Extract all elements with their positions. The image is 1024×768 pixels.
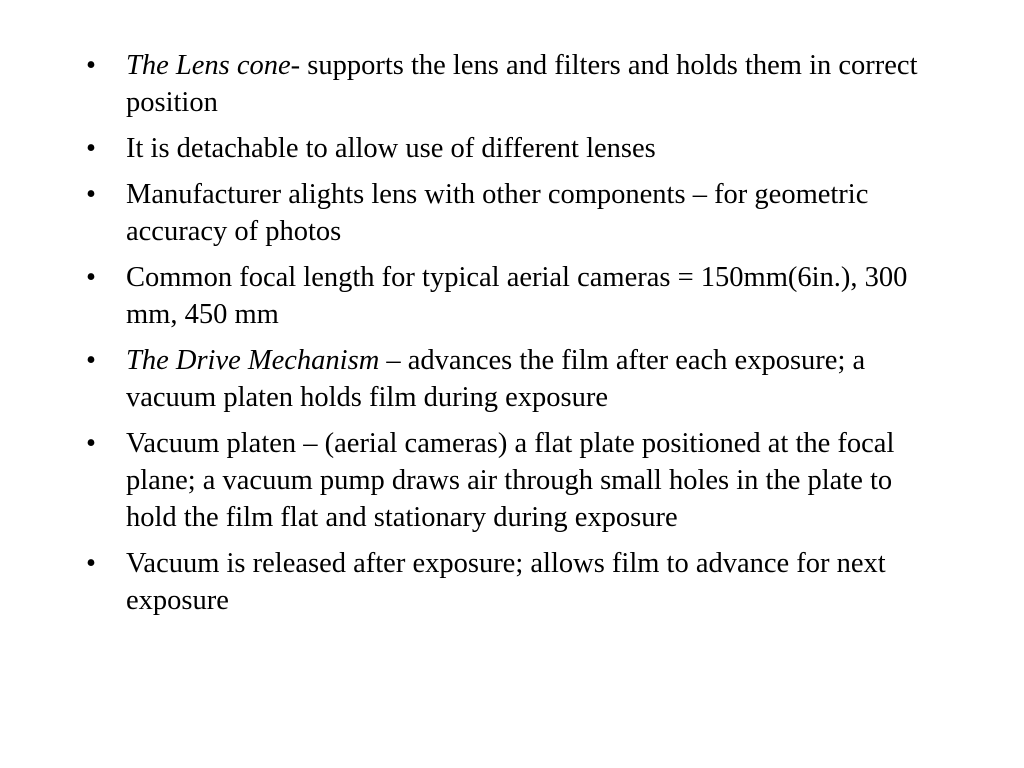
bullet-icon: • (86, 428, 96, 459)
bullet-text: – advances the film after each exposure; a vacuum platen holds film during exposure (126, 345, 866, 413)
bullet-text: Manufacturer alights lens with other components – for geometric accuracy of photos (126, 179, 869, 247)
bullet-text: Vacuum is released after exposure; allows film to advance for next exposure (126, 548, 886, 616)
bullet-item-drive-mechanism (86, 342, 946, 416)
bullet-item-vacuum-platen (86, 425, 946, 536)
bullet-list (86, 47, 946, 628)
bullet-item-focal-length (86, 259, 946, 333)
bullet-item-lens-cone (86, 47, 946, 121)
bullet-item-detachable (86, 130, 946, 167)
bullet-icon: • (86, 133, 96, 164)
bullet-item-vacuum-released (86, 545, 946, 619)
bullet-icon: • (86, 50, 96, 81)
bullet-icon: • (86, 179, 96, 210)
bullet-lead-text: The Lens cone (126, 50, 291, 81)
bullet-text: - supports the lens and filters and holds them in correct position (126, 50, 918, 118)
bullet-icon: • (86, 548, 96, 579)
bullet-lead-text: The Drive Mechanism (126, 345, 380, 376)
bullet-text: It is detachable to allow use of different lenses (126, 133, 656, 164)
bullet-text: Common focal length for typical aerial cameras = 150mm(6in.), 300 mm, 450 mm (126, 262, 908, 330)
bullet-icon: • (86, 262, 96, 293)
bullet-text: Vacuum platen – (aerial cameras) a flat plate positioned at the focal plane; a vacuum pump draws air through small holes in the plate to hold the film flat and stationary during exposure (126, 428, 895, 533)
bullet-icon: • (86, 345, 96, 376)
bullet-item-manufacturer (86, 176, 946, 250)
